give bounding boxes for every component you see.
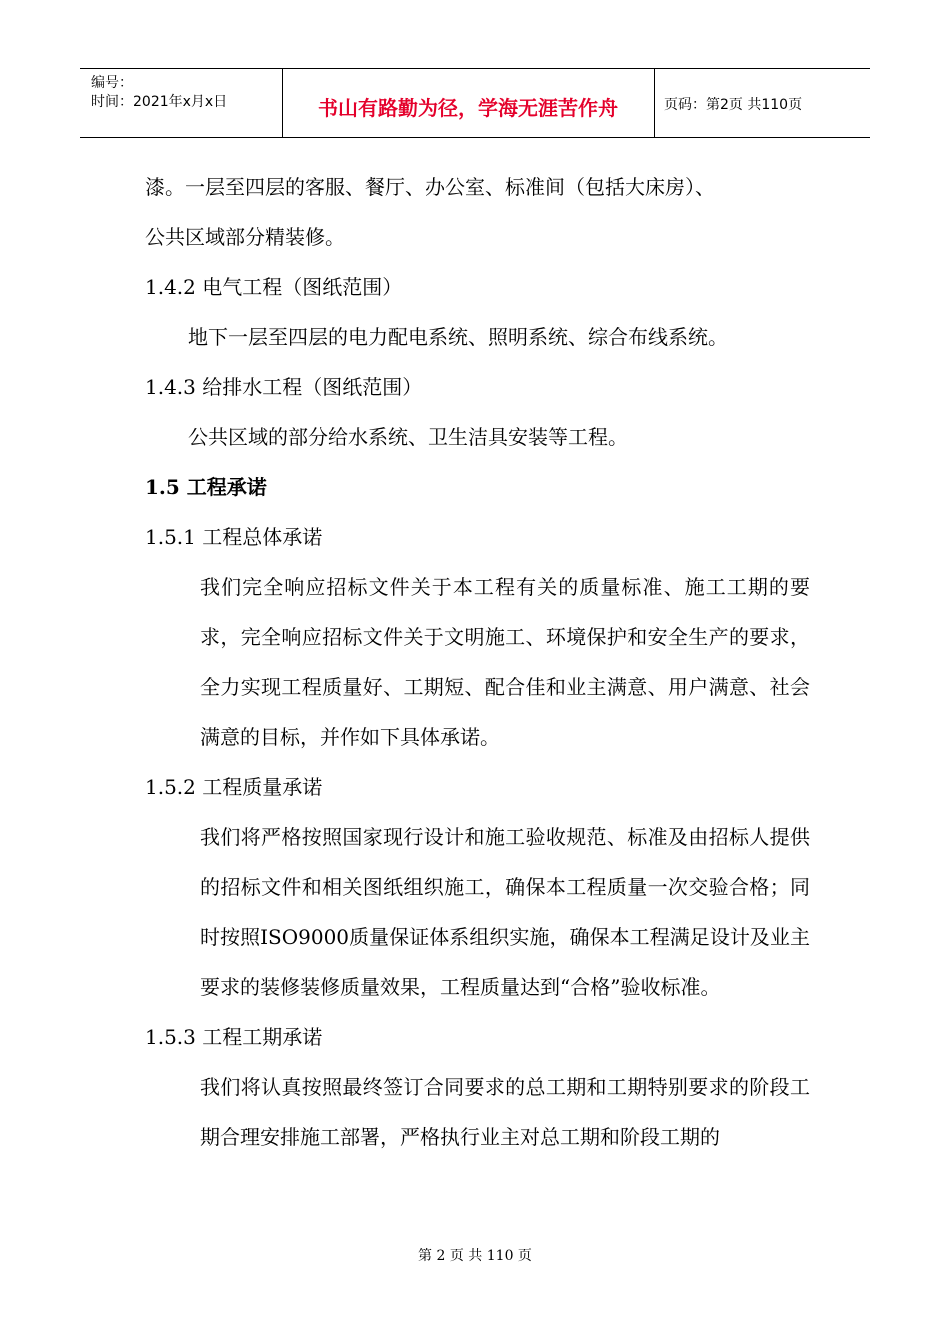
paragraph: 我们将认真按照最终签订合同要求的总工期和工期特别要求的阶段工期合理安排施工部署，严格执行业主对总工期和阶段工期的 [200,1075,810,1149]
section-heading-1-4-2: 1.4.2 电气工程（图纸范围） [145,275,403,299]
paragraph: 公共区域部分精装修。 [145,225,345,249]
number-label: 编号： [91,75,133,91]
paragraph: 我们将严格按照国家现行设计和施工验收规范、标准及由招标人提供的招标文件和相关图纸组织施工，确保本工程质量一次交验合格；同时按照ISO9000质量保证体系组织实施，确保本工程满足设计及业主要求的装修装修质量效果，工程质量达到“合格”验收标准。 [200,825,810,999]
document-body [145,162,810,1162]
time-label: 时间：2021年x月x日 [91,94,228,110]
header-page-cell [655,69,870,137]
header-info-cell [80,69,283,137]
section-heading-1-5-1: 1.5.1 工程总体承诺 [145,525,323,549]
paragraph: 公共区域的部分给水系统、卫生洁具安装等工程。 [188,425,628,449]
paragraph: 漆。一层至四层的客服、餐厅、办公室、标准间（包括大床房）、 [145,175,715,199]
section-heading-1-5: 1.5 工程承诺 [145,475,267,499]
motto: 书山有路勤为径，学海无涯苦作舟 [318,96,618,120]
page-footer: 第 2 页 共 110 页 [418,1248,532,1264]
paragraph: 我们完全响应招标文件关于本工程有关的质量标准、施工工期的要求，完全响应招标文件关于文明施工、环境保护和安全生产的要求，全力实现工程质量好、工期短、配合佳和业主满意、用户满意、社会满意的目标，并作如下具体承诺。 [200,575,810,749]
document-header [80,68,870,138]
header-page-info: 页码：第2页 共110页 [664,97,803,113]
section-heading-1-4-3: 1.4.3 给排水工程（图纸范围） [145,375,423,399]
section-heading-1-5-2: 1.5.2 工程质量承诺 [145,775,323,799]
header-motto-cell [282,69,655,137]
paragraph: 地下一层至四层的电力配电系统、照明系统、综合布线系统。 [188,325,728,349]
section-heading-1-5-3: 1.5.3 工程工期承诺 [145,1025,323,1049]
